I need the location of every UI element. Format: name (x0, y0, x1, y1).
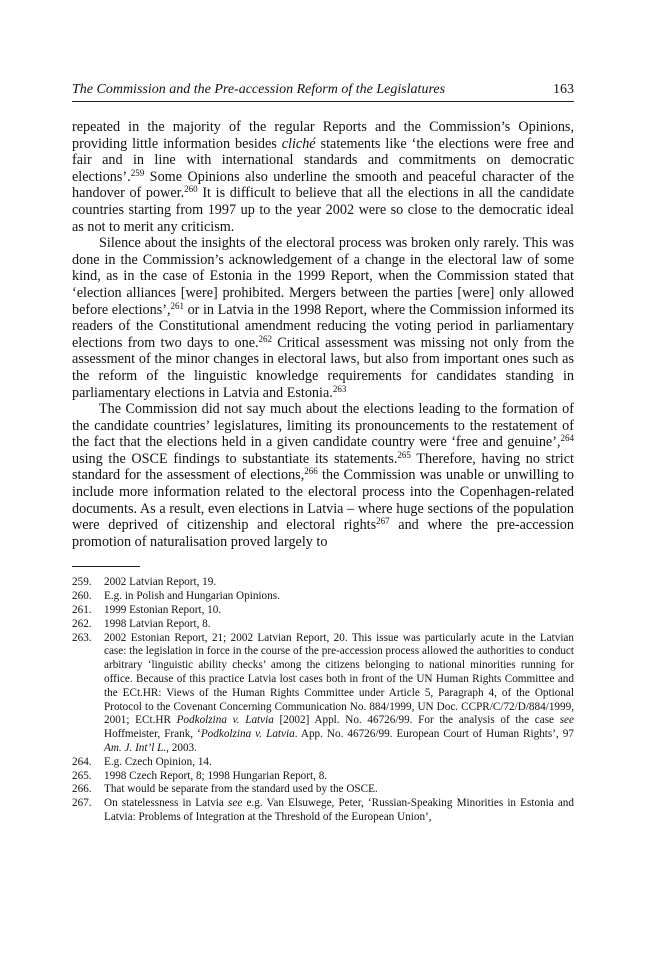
text-run: E.g. in Polish and Hungarian Opinions. (104, 590, 280, 603)
footnote-number: 265. (72, 769, 92, 782)
footnote-text (104, 590, 574, 604)
text-run: the Commission was unable or unwilling to include more information related to the electoral process into the Copenhagen-related documents. As a result, even elections in Latvia – where huge sections of the population were deprived of citizenship and electoral rights (72, 467, 574, 534)
text-run: That would be separate from the standard used by the OSCE. (104, 783, 378, 796)
footnote (72, 576, 574, 590)
text-run: statements like ‘the elections were free and fair and in line with international standards and commitments on democratic elections’. (72, 135, 574, 185)
text-run: 1998 Czech Report, 8; 1998 Hungarian Report, 8. (104, 769, 328, 782)
footnotes (72, 576, 574, 824)
footnote-number: 259. (72, 576, 92, 589)
text-run: It is difficult to believe that all the elections in all the candidate countries starting from 1997 up to the year 2002 were so close to the democratic ideal as not to merit any criticism. (72, 185, 574, 235)
footnote-text (104, 783, 574, 797)
running-header (72, 82, 574, 102)
text-run: or in Latvia in the 1998 Report, where the Commission informed its readers of the Constitutional amendment reducing the voting period in parliamentary elections from two days to one. (72, 301, 574, 351)
italic-text: cliché (281, 135, 316, 152)
footnote-number: 267. (72, 797, 92, 810)
text-run: . App. No. 46726/99. European Court of Human Rights’, 97 (294, 728, 574, 741)
footnote-reference: 261 (170, 300, 184, 311)
footnote (72, 783, 574, 797)
text-run: 2002 Latvian Report, 19. (104, 576, 217, 589)
footnote (72, 756, 574, 770)
main-text (72, 119, 574, 550)
chapter-title: The Commission and the Pre-accession Reform of the Legislatures (72, 82, 446, 97)
text-run: Critical assessment was missing not only from the assessment of the minor changes in electoral laws, but also from important ones such as the reform of the linguistic knowledge requirements for candidates standing in parliamentary elections in Latvia and Estonia. (72, 334, 575, 401)
paragraph (72, 119, 574, 235)
footnote-number: 264. (72, 755, 92, 768)
footnote-number: 262. (72, 617, 92, 630)
text-run: [2002] Appl. No. 46726/99. For the analysis of the case (273, 714, 560, 727)
footnote-divider (72, 566, 140, 567)
text-run: 1998 Latvian Report, 8. (104, 617, 211, 630)
footnote-number: 260. (72, 590, 92, 603)
text-run: On statelessness in Latvia (104, 797, 229, 810)
text-run: Silence about the insights of the electoral process was broken only rarely. This was done in the Commission’s acknowledgement of a change in the electoral law of some kind, as in the case of Estonia in the 1999 Report, when the Commission stated that ‘election alliances [were] prohibited. Mergers between the parties [were] only allowed before elections’, (72, 235, 574, 318)
text-run: E.g. Czech Opinion, 14. (104, 755, 212, 768)
paragraph (72, 401, 574, 550)
footnote-text (104, 604, 574, 618)
footnote (72, 797, 574, 825)
footnote-reference: 265 (397, 449, 411, 460)
text-run: Some Opinions also underline the smooth and peaceful character of the handover of power. (72, 168, 574, 202)
footnote (72, 618, 574, 632)
text-run: repeated in the majority of the regular Reports and the Commission’s Opinions, providing little information besides (72, 119, 574, 152)
footnote-number: 261. (72, 604, 92, 617)
text-run: , 2003. (166, 742, 197, 754)
page-number: 163 (553, 82, 574, 97)
footnote-text (104, 770, 574, 784)
footnote-reference: 262 (258, 333, 273, 344)
footnote-number: 266. (72, 783, 92, 796)
footnote-text (104, 576, 574, 590)
text-run: 2002 Estonian Report, 21; 2002 Latvian Report, 20. This issue was particularly acute in the Latvian case: the legislation in force in the course of the pre-accession process allowed the authorities to conduct arbitrary ‘linguistic ability checks’ among the citizens belonging to national minorities running for office. Because of this practice Latvia lost cases both in front of the UN Human Rights Committee and the ECt.HR: Views of the Human Rights Committee under Article 5, Paragraph 4, of the Optional Protocol to the Covenant Concerning Communication No. 884/1999, UN Doc. CCPR/C/72/D/884/1999, 2001; ECt.HR (104, 631, 574, 727)
footnote-reference: 263 (332, 383, 347, 394)
italic-text: see (228, 797, 243, 810)
footnote (72, 590, 574, 604)
italic-text: see (559, 714, 574, 727)
italic-text: Podkolzina v. Latvia (200, 728, 295, 741)
footnote-reference: 267 (376, 516, 390, 527)
text-run: Therefore, having no strict standard for the assessment of elections, (72, 450, 574, 484)
text-run: using the OSCE findings to substantiate its statements. (72, 450, 398, 467)
footnote-number: 263. (72, 631, 92, 644)
text-run: 1999 Estonian Report, 10. (104, 604, 222, 617)
text-run: Hoffmeister, Frank, ‘ (104, 728, 201, 741)
text-run: and where the pre-accession promotion of naturalisation proved largely to (72, 517, 574, 550)
footnote-text (104, 632, 574, 756)
text-run: e.g. Van Elsuwege, Peter, ‘Russian-Speaking Minorities in Estonia and Latvia: Problems of Integration at the Threshold of the European Union’, (104, 797, 574, 823)
italic-text: Am. J. Int’l L. (104, 742, 167, 754)
footnote-reference: 264 (560, 433, 574, 444)
book-page (72, 82, 574, 825)
footnote-reference: 260 (184, 184, 198, 195)
footnote (72, 632, 574, 756)
text-run: The Commission did not say much about the elections leading to the formation of the candidate countries’ legislatures, limiting its pronouncements to the restatement of the fact that the elections held in a given candidate country were ‘free and genuine’, (72, 401, 574, 451)
footnote-text (104, 756, 574, 770)
footnote-reference: 259 (130, 167, 145, 178)
footnote-text (104, 797, 574, 825)
italic-text: Podkolzina v. Latvia (176, 714, 274, 727)
footnote (72, 770, 574, 784)
paragraph (72, 235, 574, 401)
footnote (72, 604, 574, 618)
footnote-reference: 266 (304, 466, 318, 477)
footnote-text (104, 618, 574, 632)
